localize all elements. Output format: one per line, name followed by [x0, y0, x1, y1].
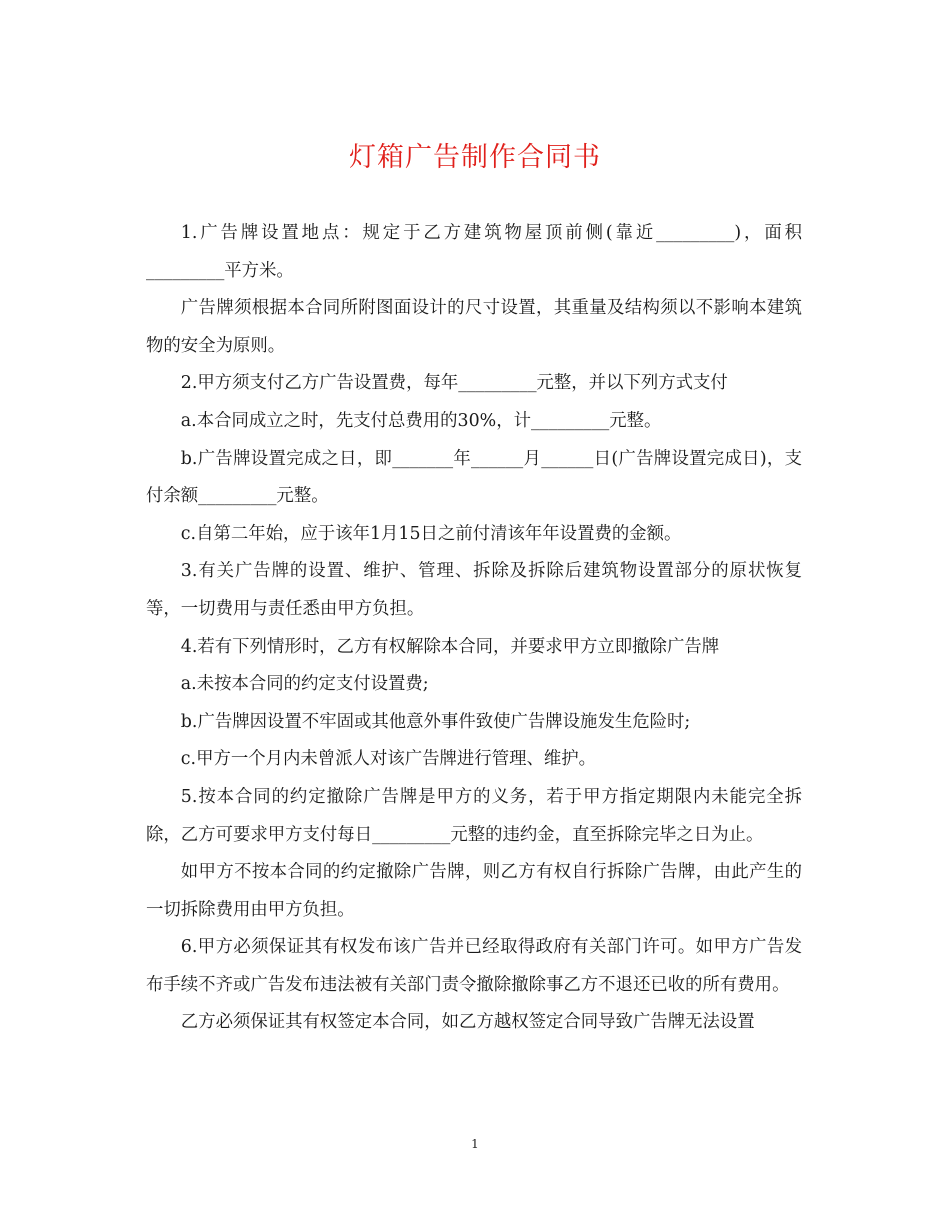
paragraph-6-permits: 6.甲方必须保证其有权发布该广告并已经取得政府有关部门许可。如甲方广告发布手续不齐或广告发布违法被有关部门责令撤除撤除事乙方不退还已收的所有费用。	[146, 937, 802, 995]
paragraph-4c: c.甲方一个月内未曾派人对该广告牌进行管理、维护。	[180, 749, 597, 770]
paragraph-2b: b.广告牌设置完成之日，即_______年______月______日(广告牌设置完成日)，支付余额_________元整。	[146, 448, 802, 507]
paragraph-design: 广告牌须根据本合同所附图面设计的尺寸设置，其重量及结构须以不影响本建筑物的安全为原则。	[146, 298, 802, 356]
paragraph-4-termination: 4.若有下列情形时，乙方有权解除本合同，并要求甲方立即撤除广告牌	[180, 636, 720, 657]
paragraph-1-location: 1.广告牌设置地点：规定于乙方建筑物屋顶前侧(靠近_________)，面积_________平方米。	[146, 223, 802, 281]
paragraph-4a: a.未按本合同的约定支付设置费;	[180, 674, 429, 695]
document-body	[146, 215, 802, 1042]
paragraph-party-b-authority: 乙方必须保证其有权签定本合同，如乙方越权签定合同导致广告牌无法设置	[180, 1012, 755, 1033]
paragraph-2-fee: 2.甲方须支付乙方广告设置费，每年_________元整，并以下列方式支付	[180, 373, 728, 394]
paragraph-removal-costs: 如甲方不按本合同的约定撤除广告牌，则乙方有权自行拆除广告牌，由此产生的一切拆除费用由甲方负担。	[146, 862, 802, 920]
page-number: 1	[471, 1137, 479, 1151]
paragraph-3-costs: 3.有关广告牌的设置、维护、管理、拆除及拆除后建筑物设置部分的原状恢复等，一切费用与责任悉由甲方负担。	[146, 561, 802, 619]
paragraph-4b: b.广告牌因设置不牢固或其他意外事件致使广告牌设施发生危险时;	[180, 711, 691, 732]
paragraph-2c: c.自第二年始，应于该年1月15日之前付清该年年设置费的金额。	[180, 523, 682, 544]
paragraph-5-removal: 5.按本合同的约定撤除广告牌是甲方的义务，若于甲方指定期限内未能完全拆除，乙方可要求甲方支付每日_________元整的违约金，直至拆除完毕之日为止。	[146, 786, 802, 845]
paragraph-2a: a.本合同成立之时，先支付总费用的30%，计_________元整。	[180, 410, 662, 431]
document-title: 灯箱广告制作合同书	[349, 142, 601, 173]
